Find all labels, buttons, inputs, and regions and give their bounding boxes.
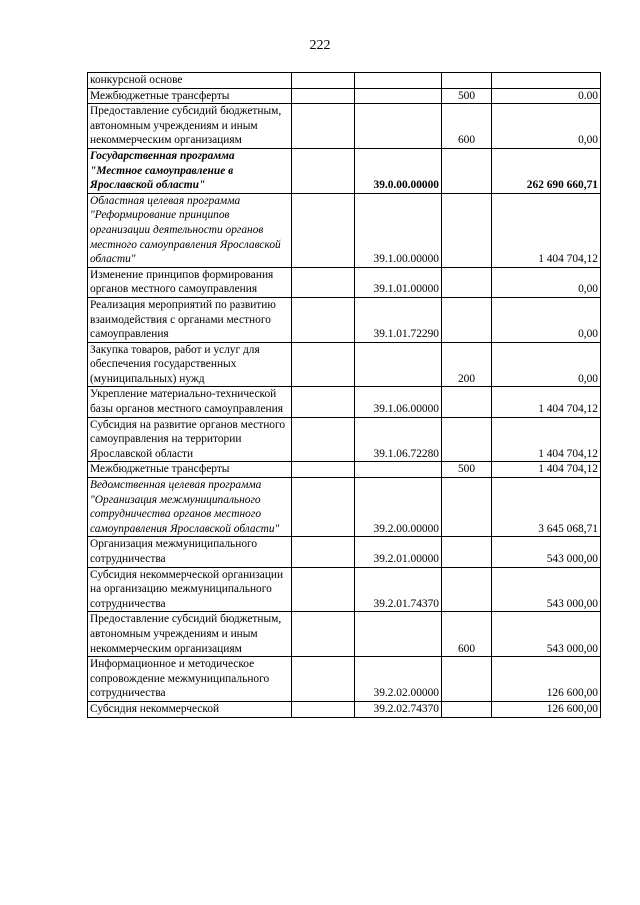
row-blank-cell <box>292 193 355 267</box>
row-expense-type-cell <box>442 417 492 462</box>
row-code-cell: 39.1.06.00000 <box>355 387 442 417</box>
row-code-cell: 39.2.00.00000 <box>355 478 442 537</box>
page-number: 222 <box>309 38 331 53</box>
table-row <box>88 297 601 342</box>
row-amount-cell: 262 690 660,71 <box>492 148 601 193</box>
row-code-cell <box>355 342 442 387</box>
table-row <box>88 267 601 297</box>
row-code-cell <box>355 104 442 149</box>
row-name-cell: конкурсной основе <box>88 73 292 89</box>
row-name-cell: Информационное и методическое сопровождение межмуниципального сотрудничества <box>88 657 292 702</box>
row-code-cell: 39.2.01.74370 <box>355 567 442 612</box>
table-row <box>88 537 601 567</box>
row-blank-cell <box>292 657 355 702</box>
row-amount-cell: 126 600,00 <box>492 701 601 717</box>
row-expense-type-cell <box>442 297 492 342</box>
table-row <box>88 88 601 104</box>
row-name-cell: Субсидия на развитие органов местного самоуправления на территории Ярославской области <box>88 417 292 462</box>
row-blank-cell <box>292 537 355 567</box>
row-code-cell <box>355 88 442 104</box>
table-row <box>88 387 601 417</box>
row-name-cell: Ведомственная целевая программа "Организация межмуниципального сотрудничества органов местного самоуправления Ярославской области" <box>88 478 292 537</box>
row-name-cell: Закупка товаров, работ и услуг для обеспечения государственных (муниципальных) нужд <box>88 342 292 387</box>
table-row <box>88 657 601 702</box>
row-amount-cell: 0.00 <box>492 88 601 104</box>
budget-table-body <box>88 73 601 718</box>
row-expense-type-cell <box>442 657 492 702</box>
table-row <box>88 462 601 478</box>
row-blank-cell <box>292 297 355 342</box>
table-row <box>88 104 601 149</box>
row-name-cell: Областная целевая программа "Реформирование принципов организации деятельности органов местного самоуправления Ярославской области" <box>88 193 292 267</box>
row-amount-cell: 543 000,00 <box>492 567 601 612</box>
row-blank-cell <box>292 387 355 417</box>
row-code-cell: 39.0.00.00000 <box>355 148 442 193</box>
row-code-cell <box>355 73 442 89</box>
table-row <box>88 478 601 537</box>
row-blank-cell <box>292 342 355 387</box>
row-code-cell: 39.1.06.72280 <box>355 417 442 462</box>
row-blank-cell <box>292 148 355 193</box>
row-blank-cell <box>292 478 355 537</box>
row-name-cell: Межбюджетные трансферты <box>88 462 292 478</box>
row-expense-type-cell <box>442 478 492 537</box>
row-expense-type-cell <box>442 567 492 612</box>
row-amount-cell: 0,00 <box>492 104 601 149</box>
row-expense-type-cell: 600 <box>442 612 492 657</box>
row-amount-cell: 1 404 704,12 <box>492 417 601 462</box>
row-blank-cell <box>292 73 355 89</box>
row-code-cell: 39.1.00.00000 <box>355 193 442 267</box>
row-expense-type-cell: 600 <box>442 104 492 149</box>
row-blank-cell <box>292 462 355 478</box>
row-amount-cell: 0,00 <box>492 267 601 297</box>
row-expense-type-cell <box>442 537 492 567</box>
row-code-cell: 39.2.02.74370 <box>355 701 442 717</box>
table-row <box>88 417 601 462</box>
table-row <box>88 612 601 657</box>
row-name-cell: Субсидия некоммерческой <box>88 701 292 717</box>
row-code-cell <box>355 462 442 478</box>
row-amount-cell <box>492 73 601 89</box>
table-row <box>88 148 601 193</box>
table-row <box>88 342 601 387</box>
row-name-cell: Изменение принципов формирования органов местного самоуправления <box>88 267 292 297</box>
row-code-cell: 39.2.01.00000 <box>355 537 442 567</box>
row-name-cell: Предоставление субсидий бюджетным, автономным учреждениям и иным некоммерческим организациям <box>88 104 292 149</box>
row-expense-type-cell <box>442 193 492 267</box>
row-amount-cell: 0,00 <box>492 342 601 387</box>
row-amount-cell: 543 000,00 <box>492 612 601 657</box>
row-blank-cell <box>292 567 355 612</box>
row-expense-type-cell <box>442 701 492 717</box>
row-amount-cell: 1 404 704,12 <box>492 193 601 267</box>
table-row <box>88 567 601 612</box>
row-name-cell: Укрепление материально-технической базы органов местного самоуправления <box>88 387 292 417</box>
table-row <box>88 193 601 267</box>
row-name-cell: Предоставление субсидий бюджетным, автономным учреждениям и иным некоммерческим организациям <box>88 612 292 657</box>
row-name-cell: Межбюджетные трансферты <box>88 88 292 104</box>
row-expense-type-cell: 200 <box>442 342 492 387</box>
row-code-cell: 39.1.01.00000 <box>355 267 442 297</box>
row-amount-cell: 1 404 704,12 <box>492 462 601 478</box>
row-amount-cell: 1 404 704,12 <box>492 387 601 417</box>
row-expense-type-cell <box>442 267 492 297</box>
row-name-cell: Субсидия некоммерческой организации на организацию межмуниципального сотрудничества <box>88 567 292 612</box>
row-expense-type-cell: 500 <box>442 88 492 104</box>
table-row <box>88 701 601 717</box>
row-blank-cell <box>292 417 355 462</box>
row-name-cell: Организация межмуниципального сотрудничества <box>88 537 292 567</box>
row-blank-cell <box>292 267 355 297</box>
row-blank-cell <box>292 701 355 717</box>
row-blank-cell <box>292 612 355 657</box>
row-name-cell: Государственная программа "Местное самоуправление в Ярославской области" <box>88 148 292 193</box>
row-amount-cell: 126 600,00 <box>492 657 601 702</box>
row-code-cell <box>355 612 442 657</box>
row-expense-type-cell <box>442 148 492 193</box>
row-name-cell: Реализация мероприятий по развитию взаимодействия с органами местного самоуправления <box>88 297 292 342</box>
row-amount-cell: 543 000,00 <box>492 537 601 567</box>
row-blank-cell <box>292 88 355 104</box>
row-expense-type-cell <box>442 73 492 89</box>
budget-table <box>87 72 601 718</box>
row-code-cell: 39.2.02.00000 <box>355 657 442 702</box>
table-row <box>88 73 601 89</box>
row-blank-cell <box>292 104 355 149</box>
row-amount-cell: 3 645 068,71 <box>492 478 601 537</box>
row-expense-type-cell: 500 <box>442 462 492 478</box>
row-expense-type-cell <box>442 387 492 417</box>
row-amount-cell: 0,00 <box>492 297 601 342</box>
row-code-cell: 39.1.01.72290 <box>355 297 442 342</box>
